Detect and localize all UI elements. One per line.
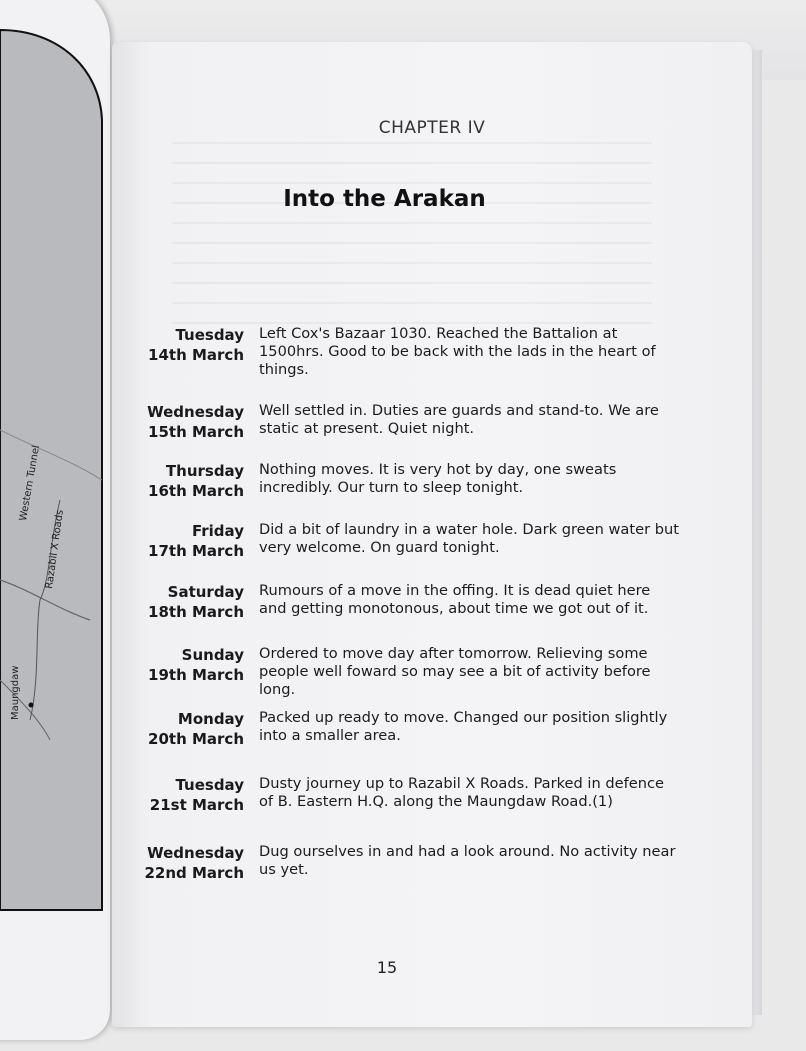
entry-day-date: 21st March [149, 796, 244, 814]
entry-text: Packed up ready to move. Changed our position slightly into a smaller area. [259, 709, 668, 744]
chapter-heading: CHAPTER IV [378, 118, 486, 138]
entry-day-date: 18th March [148, 603, 244, 621]
page-edge [752, 50, 762, 1015]
entry-day: Saturday [167, 583, 244, 601]
entry-day: Tuesday [175, 326, 244, 344]
entry-text: Did a bit of laundry in a water hole. Dark green water but very welcome. On guard tonight. [259, 521, 679, 556]
entry-day-date: 19th March [148, 666, 244, 684]
entry-date [112, 645, 244, 685]
entry-date [112, 843, 244, 883]
page-number: 15 [376, 958, 398, 977]
entry-text: Well settled in. Duties are guards and stand-to. We are static at present. Quiet night. [259, 402, 659, 437]
show-through-text [172, 132, 652, 332]
entry-day-date: 14th March [148, 346, 244, 364]
entry-day: Wednesday [147, 403, 244, 421]
entry-day-date: 22nd March [144, 864, 244, 882]
entry-text: Nothing moves. It is very hot by day, one sweats incredibly. Our turn to sleep tonight. [259, 461, 617, 496]
entry-day: Sunday [181, 646, 244, 664]
entry-date [112, 582, 244, 622]
entry-text: Dusty journey up to Razabil X Roads. Parked in defence of B. Eastern H.Q. along the Maungdaw Road.(1) [259, 775, 664, 810]
map-label-western-tunnel: Western Tunnel [18, 444, 43, 522]
book-page [112, 42, 752, 1027]
entry-day-date: 17th March [148, 542, 244, 560]
entry-day: Tuesday [175, 776, 244, 794]
entry-day: Thursday [165, 462, 244, 480]
entry-day: Wednesday [147, 844, 244, 862]
entry-day: Friday [191, 522, 244, 540]
entry-day-date: 20th March [148, 730, 244, 748]
entry-day-date: 15th March [148, 423, 244, 441]
entry-date [112, 775, 244, 815]
map-label-razabil-x-roads: Razabil X Roads [44, 509, 66, 590]
entry-date [112, 461, 244, 501]
entry-date [112, 325, 244, 365]
entry-date [112, 709, 244, 749]
entry-day: Monday [177, 710, 244, 728]
map-label-maungdaw: Maungdaw [10, 665, 21, 720]
entry-text: Rumours of a move in the offing. It is dead quiet here and getting monotonous, about time we got out of it. [259, 582, 651, 617]
entry-text: Dug ourselves in and had a look around. No activity near us yet. [259, 843, 676, 878]
entry-text: Ordered to move day after tomorrow. Relieving some people well foward so may see a bit of activity before long. [259, 645, 651, 698]
chapter-title: Into the Arakan [283, 186, 486, 212]
entry-date [112, 521, 244, 561]
entry-date [112, 402, 244, 442]
entry-text: Left Cox's Bazaar 1030. Reached the Battalion at 1500hrs. Good to be back with the lads in the heart of things. [259, 325, 656, 378]
entry-day-date: 16th March [148, 482, 244, 500]
left-page-map [0, 0, 110, 1040]
